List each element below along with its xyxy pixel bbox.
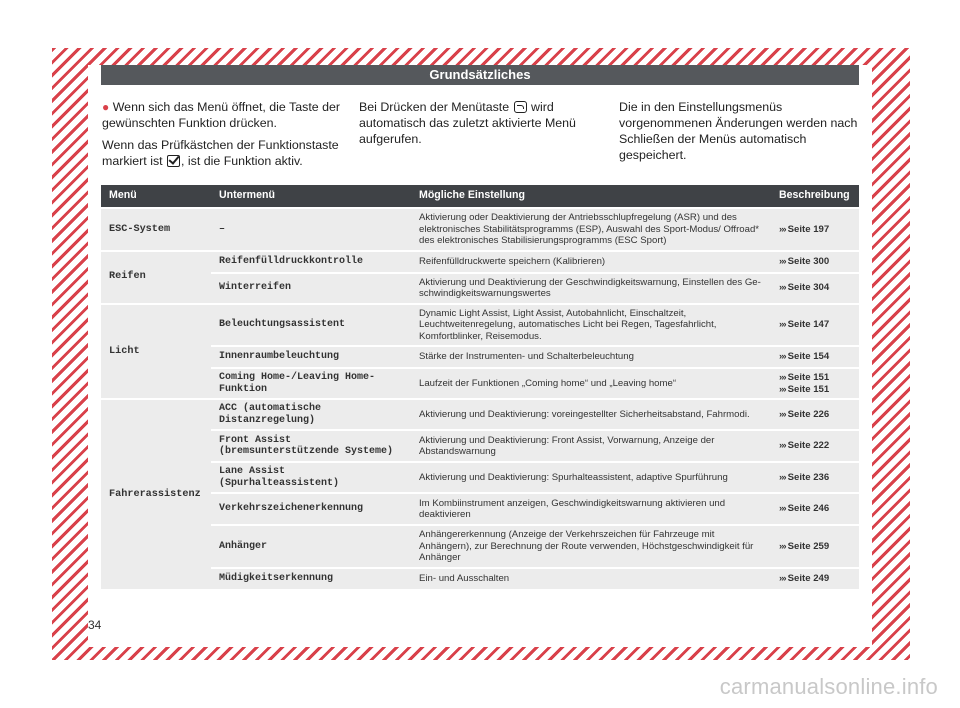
reference-arrows-icon: ›››: [779, 383, 786, 395]
setting-cell: Im Kombiinstrument anzeigen, Geschwindigkeitswarnung aktivieren und deaktivieren: [411, 494, 771, 524]
intro-column-2: [359, 99, 599, 153]
header-description: Beschreibung: [771, 185, 859, 207]
page-reference-text: Seite 151: [787, 383, 830, 395]
header-setting: Mögliche Einstellung: [411, 185, 771, 207]
table-row: [101, 569, 859, 589]
reference-arrows-icon: ›››: [779, 223, 786, 235]
table-row: [101, 209, 859, 250]
intro-text-2b: , ist die Funktion aktiv.: [181, 154, 303, 168]
page-reference-link[interactable]: [779, 319, 851, 331]
page-reference-link[interactable]: [779, 440, 851, 452]
page-reference-cell: [771, 400, 859, 429]
page-reference-text: Seite 154: [787, 351, 830, 363]
table-row: [101, 494, 859, 524]
page-reference-cell: [771, 569, 859, 589]
submenu-cell: Lane Assist (Spurhalteassistent): [211, 463, 411, 492]
setting-cell: Anhängererkennung (Anzeige der Verkehrszeichen für Fahrzeuge mit Anhängern), zur Berechnung der Route verwenden, Höchstgeschwindigkeit für Anhänger: [411, 526, 771, 567]
reference-arrows-icon: ›››: [779, 540, 786, 552]
table-row: [101, 305, 859, 346]
table-row: [101, 369, 859, 398]
intro-text-3b: wird automatisch das zuletzt aktivierte Menü aufgerufen.: [359, 100, 576, 146]
page-reference-cell: [771, 431, 859, 461]
menu-cell: ESC-System: [101, 209, 211, 250]
setting-cell: Reifenfülldruckwerte speichern (Kalibrieren): [411, 252, 771, 272]
page-reference-text: Seite 236: [787, 471, 830, 483]
page-reference-link[interactable]: [779, 372, 851, 384]
submenu-cell: Coming Home-/Leaving Home-Funktion: [211, 369, 411, 398]
page-reference-text: Seite 151: [787, 372, 830, 383]
submenu-cell: Innenraumbeleuchtung: [211, 347, 411, 367]
intro-column-3: [619, 99, 859, 169]
page-reference-cell: [771, 274, 859, 303]
submenu-cell: Müdigkeitserkennung: [211, 569, 411, 589]
table-row: [101, 431, 859, 461]
page-reference-text: Seite 304: [787, 282, 830, 294]
page-reference-link[interactable]: [779, 282, 851, 294]
intro-column-1: [102, 99, 340, 175]
submenu-cell: ACC (automatische Distanzregelung): [211, 400, 411, 429]
intro-text-1: Wenn sich das Menü öffnet, die Taste der gewünschten Funktion drücken.: [102, 100, 341, 130]
setting-cell: Laufzeit der Funktionen „Coming home“ und „Leaving home“: [411, 369, 771, 398]
submenu-cell: –: [211, 209, 411, 250]
submenu-cell: Anhänger: [211, 526, 411, 567]
reference-arrows-icon: ›››: [779, 282, 786, 294]
menu-cell: Fahrerassistenz: [101, 400, 211, 589]
reference-arrows-icon: ›››: [779, 319, 786, 330]
intro-text-2a: Wenn das Prüfkästchen der Funktionstaste markiert ist: [102, 138, 339, 168]
settings-table: [101, 183, 859, 591]
page-reference-cell: [771, 494, 859, 524]
page-reference-text: Seite 300: [787, 255, 830, 267]
reference-arrows-icon: ›››: [779, 372, 786, 383]
page-reference-link[interactable]: [779, 573, 851, 585]
submenu-cell: Front Assist (bremsunterstützende Systeme): [211, 431, 411, 461]
watermark: carmanualsonline.info: [719, 674, 938, 699]
page-reference-link[interactable]: [779, 541, 851, 553]
page-reference-link[interactable]: [779, 503, 851, 515]
table-row: [101, 463, 859, 492]
intro-paragraph-1: [102, 99, 340, 131]
table-header-row: [101, 185, 859, 207]
reference-arrows-icon: ›››: [779, 255, 786, 267]
page-reference-text: Seite 259: [787, 540, 830, 552]
page-reference-text: Seite 147: [787, 319, 830, 330]
table-row: [101, 252, 859, 272]
page-reference-link[interactable]: [779, 409, 851, 421]
submenu-cell: Winterreifen: [211, 274, 411, 303]
page-reference-link[interactable]: [779, 472, 851, 484]
checkbox-checked-icon: [167, 155, 180, 167]
page-reference-cell: [771, 252, 859, 272]
reference-arrows-icon: ›››: [779, 503, 786, 515]
submenu-cell: Verkehrszeichenerkennung: [211, 494, 411, 524]
reference-arrows-icon: ›››: [779, 572, 786, 584]
bullet-icon: ●: [102, 100, 110, 114]
page-reference-link[interactable]: [779, 224, 851, 236]
table-body: [101, 209, 859, 589]
page-reference-cell: [771, 347, 859, 367]
intro-paragraph-3: [359, 99, 599, 147]
page-reference-link[interactable]: [779, 384, 851, 396]
page-reference-text: Seite 222: [787, 440, 830, 452]
setting-cell: Aktivierung oder Deaktivierung der Antriebsschlupfregelung (ASR) und des elektronisches Stabilitätsprogramms (ESP), Auswahl des Sport-Modus/ Offroad* des elektronisches Stabilisierungsprogramms (ESC Sport): [411, 209, 771, 250]
page-reference-cell: [771, 209, 859, 250]
section-header: Grundsätzliches: [101, 65, 859, 85]
reference-arrows-icon: ›››: [779, 408, 786, 420]
page-reference-link[interactable]: [779, 256, 851, 268]
table-row: [101, 526, 859, 567]
setting-cell: Aktivierung und Deaktivierung: voreingestellter Sicherheitsabstand, Fahrmodi.: [411, 400, 771, 429]
submenu-cell: Beleuchtungsassistent: [211, 305, 411, 346]
page-reference-text: Seite 249: [787, 572, 830, 584]
page-reference-link[interactable]: [779, 351, 851, 363]
intro-text-3a: Bei Drücken der Menütaste: [359, 100, 513, 114]
setting-cell: Stärke der Instrumenten- und Schalterbeleuchtung: [411, 347, 771, 367]
setting-cell: Aktivierung und Deaktivierung der Geschwindigkeitswarnung, Einstellen des Geschwindigkeitswarnungswertes: [411, 274, 771, 303]
setting-cell: Ein- und Ausschalten: [411, 569, 771, 589]
reference-arrows-icon: ›››: [779, 351, 786, 363]
page-number: 34: [88, 618, 102, 632]
page-reference-cell: [771, 526, 859, 567]
page-reference-text: Seite 246: [787, 503, 830, 515]
page-reference-cell: [771, 369, 859, 398]
menu-cell: Reifen: [101, 252, 211, 303]
page-reference-cell: [771, 463, 859, 492]
page-reference-text: Seite 197: [787, 223, 830, 235]
header-menu: Menü: [101, 185, 211, 207]
back-arrow-icon: [514, 101, 527, 113]
table-row: [101, 400, 859, 429]
table-row: [101, 347, 859, 367]
intro-paragraph-2: [102, 137, 340, 169]
intro-paragraph-4: Die in den Einstellungsmenüs vorgenommenen Änderungen werden nach Schließen der Menüs automatisch gespeichert.: [619, 100, 858, 162]
page-reference-text: Seite 226: [787, 408, 830, 420]
setting-cell: Dynamic Light Assist, Light Assist, Autobahnlicht, Einschaltzeit, Leuchtweitenregelung, automatisches Licht bei Regen, Tagesfahrlicht, Komfortblinker, Reisemodus.: [411, 305, 771, 346]
header-submenu: Untermenü: [211, 185, 411, 207]
setting-cell: Aktivierung und Deaktivierung: Front Assist, Vorwarnung, Anzeige der Abstandswarnung: [411, 431, 771, 461]
reference-arrows-icon: ›››: [779, 471, 786, 483]
setting-cell: Aktivierung und Deaktivierung: Spurhalteassistent, adaptive Spurführung: [411, 463, 771, 492]
menu-cell: Licht: [101, 305, 211, 399]
submenu-cell: Reifenfülldruckkontrolle: [211, 252, 411, 272]
page-reference-cell: [771, 305, 859, 346]
table-row: [101, 274, 859, 303]
reference-arrows-icon: ›››: [779, 440, 786, 452]
